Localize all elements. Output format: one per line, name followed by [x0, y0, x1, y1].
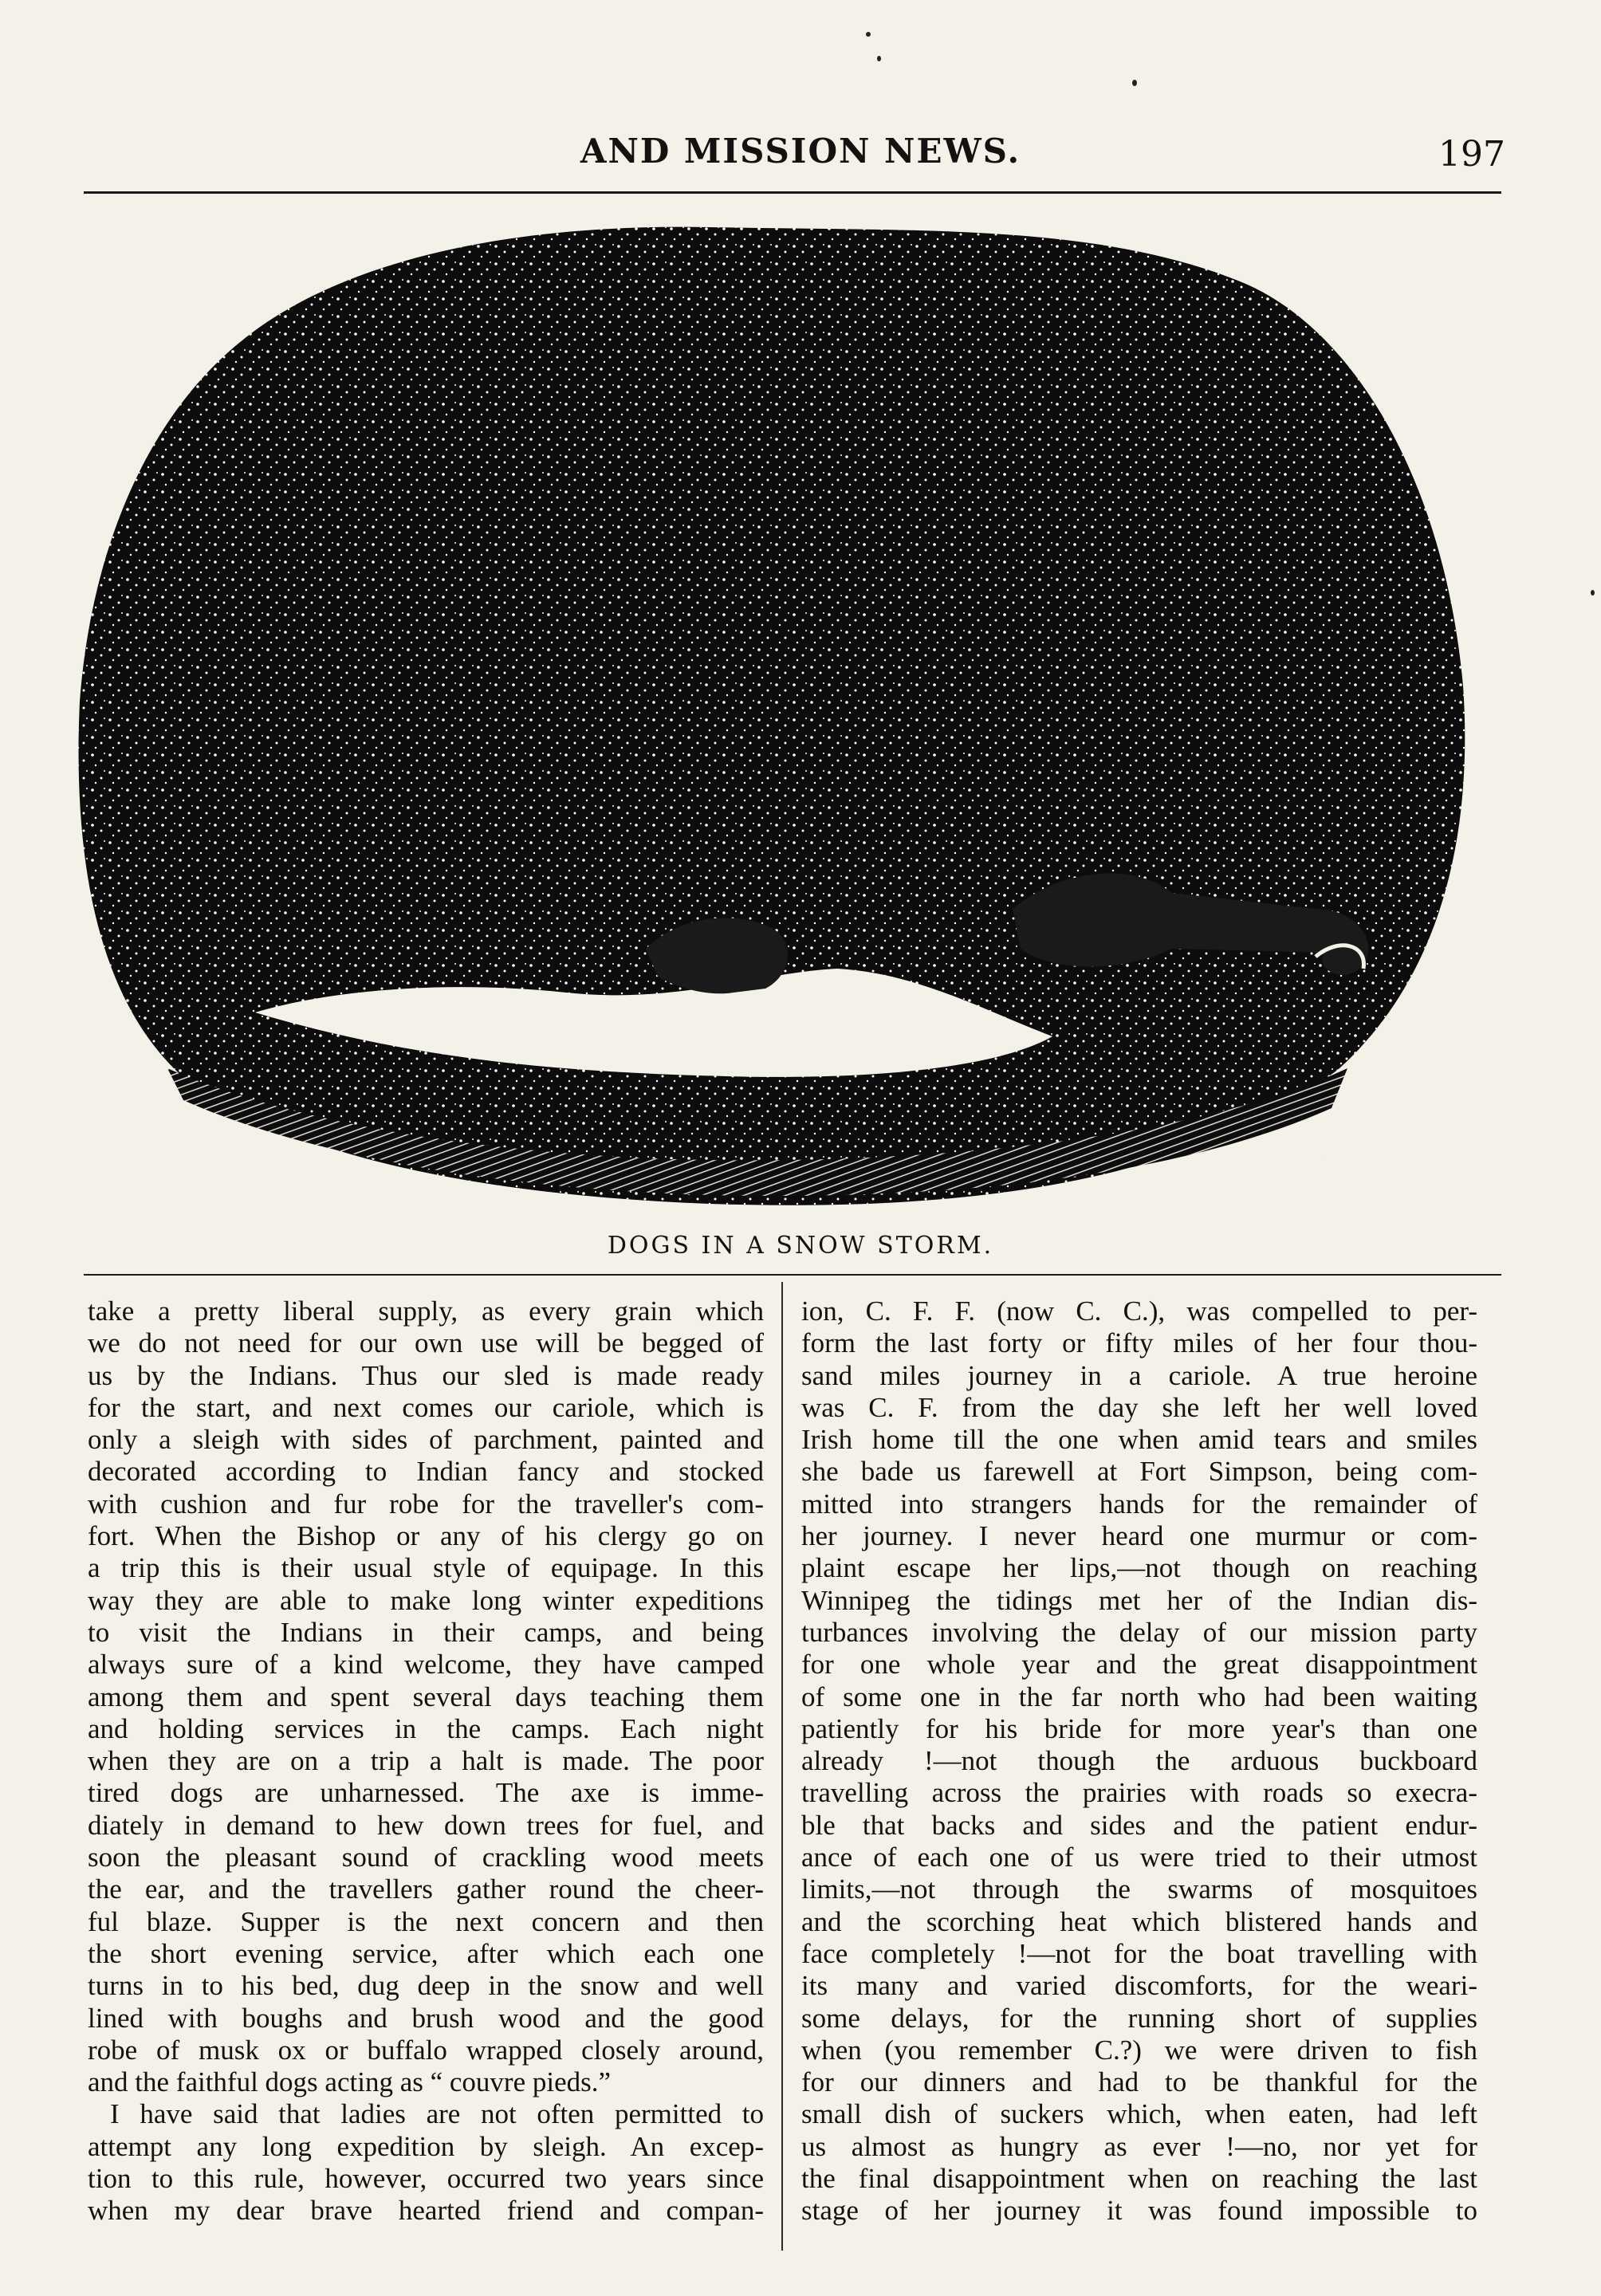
running-header: AND MISSION NEWS.: [580, 132, 1021, 171]
text-line: decorated according to Indian fancy and stocked: [88, 1456, 764, 1488]
text-line: limits,—not through the swarms of mosquitoes: [801, 1873, 1477, 1905]
page-number: 197: [1438, 134, 1505, 175]
text-line: ful blaze. Supper is the next concern and then: [88, 1905, 764, 1937]
text-line: fort. When the Bishop or any of his clergy go on: [88, 1520, 764, 1552]
text-line: only a sleigh with sides of parchment, painted and: [88, 1424, 764, 1456]
text-line: lined with boughs and brush wood and the good: [88, 2002, 764, 2034]
text-line: Irish home till the one when amid tears and smiles: [801, 1424, 1477, 1456]
print-speck: [877, 56, 881, 61]
text-line: small dish of suckers which, when eaten, had left: [801, 2098, 1477, 2130]
text-line: way they are able to make long winter expeditions: [88, 1584, 764, 1616]
illustration-caption: DOGS IN A SNOW STORM.: [607, 1232, 994, 1260]
text-line: when (you remember C.?) we were driven to fish: [801, 2034, 1477, 2066]
engraver-signature: DICKES: [1265, 1146, 1353, 1185]
text-line: to visit the Indians in their camps, and being: [88, 1616, 764, 1648]
print-speck: [1132, 80, 1137, 86]
text-line: I have said that ladies are not often permitted to: [110, 2098, 764, 2130]
text-line: and holding services in the camps. Each night: [88, 1712, 764, 1744]
text-line: ion, C. F. F. (now C. C.), was compelled to per-: [801, 1295, 1477, 1327]
text-line: plaint escape her lips,—not though on reaching: [801, 1552, 1477, 1584]
text-line: for the start, and next comes our cariole, which is: [88, 1391, 764, 1423]
print-speck: [866, 32, 871, 37]
text-line: us by the Indians. Thus our sled is made ready: [88, 1359, 764, 1391]
text-line: and the faithful dogs acting as “ couvre pieds.”: [88, 2066, 612, 2098]
text-column-right: [801, 1295, 1477, 2227]
print-speck: [1591, 590, 1595, 596]
text-line: she bade us farewell at Fort Simpson, being com-: [801, 1456, 1477, 1488]
text-line: Winnipeg the tidings met her of the Indian dis-: [801, 1584, 1477, 1616]
text-line: turbances involving the delay of our mission party: [801, 1616, 1477, 1648]
engraving-dogs-in-snow-storm: [72, 207, 1499, 1236]
text-line: already !—not though the arduous buckboard: [801, 1745, 1477, 1777]
text-line: tion to this rule, however, occurred two years since: [88, 2163, 764, 2195]
text-line: with cushion and fur robe for the traveller's com-: [88, 1488, 764, 1520]
text-line: we do not need for our own use will be begged of: [88, 1327, 764, 1359]
text-line: for our dinners and had to be thankful for the: [801, 2066, 1477, 2098]
header-rule: [84, 191, 1501, 194]
text-line: among them and spent several days teaching them: [88, 1681, 764, 1712]
text-line: stage of her journey it was found impossible to: [801, 2195, 1477, 2227]
text-line: her journey. I never heard one murmur or com-: [801, 1520, 1477, 1552]
text-line: the ear, and the travellers gather round the cheer-: [88, 1873, 764, 1905]
text-line: diately in demand to hew down trees for fuel, and: [88, 1809, 764, 1841]
text-line: patiently for his bride for more year's than one: [801, 1712, 1477, 1744]
text-line: and the scorching heat which blistered hands and: [801, 1905, 1477, 1937]
text-column-left: [88, 1295, 764, 2227]
text-line: the final disappointment when on reaching the last: [801, 2163, 1477, 2195]
text-line: some delays, for the running short of supplies: [801, 2002, 1477, 2034]
text-line: take a pretty liberal supply, as every grain which: [88, 1295, 764, 1327]
text-line: us almost as hungry as ever !—no, nor yet for: [801, 2130, 1477, 2162]
text-line: the short evening service, after which each one: [88, 1937, 764, 1969]
text-line: sand miles journey in a cariole. A true heroine: [801, 1359, 1477, 1391]
text-line: its many and varied discomforts, for the weari-: [801, 1970, 1477, 2002]
text-line: when my dear brave hearted friend and compan-: [88, 2195, 764, 2227]
text-line: turns in to his bed, dug deep in the snow and well: [88, 1970, 764, 2002]
text-line: for one whole year and the great disappointment: [801, 1649, 1477, 1681]
text-line: was C. F. from the day she left her well loved: [801, 1391, 1477, 1423]
text-line: always sure of a kind welcome, they have camped: [88, 1649, 764, 1681]
column-divider: [781, 1282, 783, 2251]
text-line: ance of each one of us were tried to their utmost: [801, 1842, 1477, 1873]
text-line: when they are on a trip a halt is made. The poor: [88, 1745, 764, 1777]
text-line: soon the pleasant sound of crackling wood meets: [88, 1842, 764, 1873]
text-line: ble that backs and sides and the patient endur-: [801, 1809, 1477, 1841]
caption-rule: [84, 1274, 1501, 1276]
text-line: a trip this is their usual style of equipage. In this: [88, 1552, 764, 1584]
text-line: form the last forty or fifty miles of her four thou-: [801, 1327, 1477, 1359]
text-line: attempt any long expedition by sleigh. An excep-: [88, 2130, 764, 2162]
text-line: robe of musk ox or buffalo wrapped closely around,: [88, 2034, 764, 2066]
text-line: of some one in the far north who had been waiting: [801, 1681, 1477, 1712]
text-line: travelling across the prairies with roads so execra-: [801, 1777, 1477, 1809]
text-line: mitted into strangers hands for the remainder of: [801, 1488, 1477, 1520]
text-line: face completely !—not for the boat travelling with: [801, 1937, 1477, 1969]
text-line: tired dogs are unharnessed. The axe is imme-: [88, 1777, 764, 1809]
